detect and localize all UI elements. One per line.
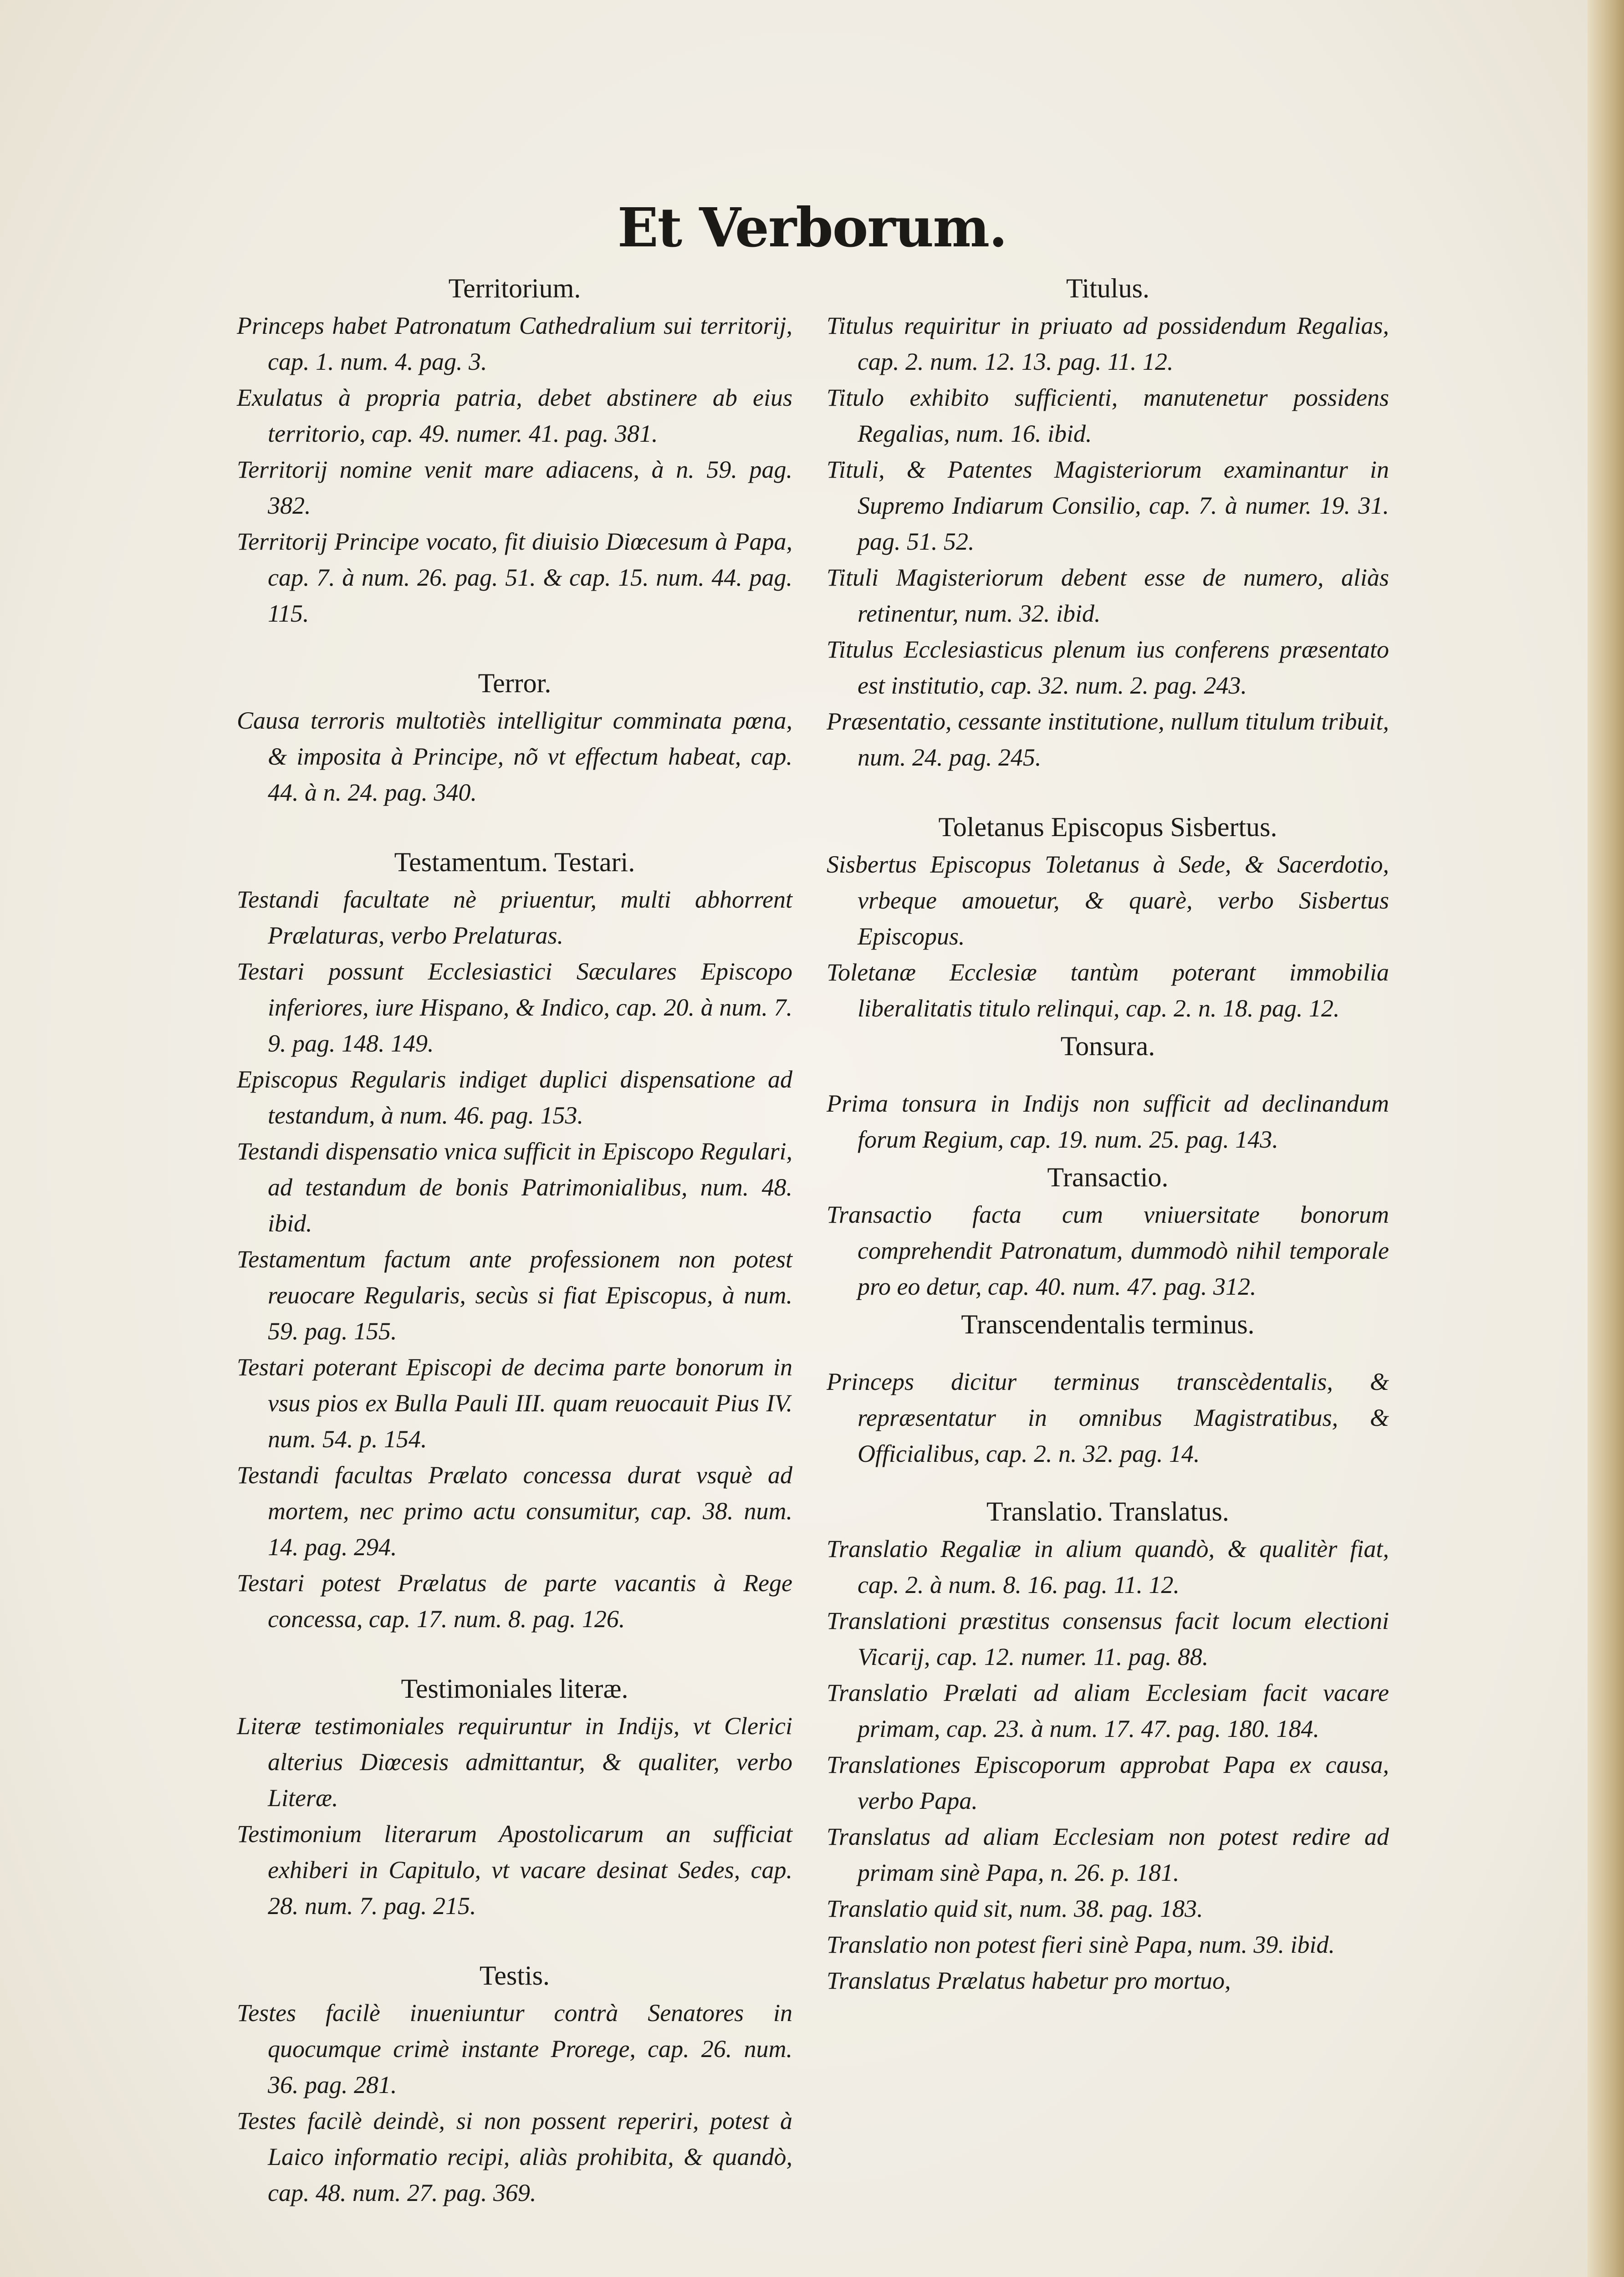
- index-entry: Episcopus Regularis indiget duplici dispensatione ad testandum, à num. 46. pag. 153.: [237, 1066, 792, 1129]
- index-entry: Tituli, & Patentes Magisteriorum examinantur in Supremo Indiarum Consilio, cap. 7. à numer. 19. 31. pag. 51. 52.: [827, 456, 1389, 555]
- index-entry: Translationes Episcoporum approbat Papa ex causa, verbo Papa.: [827, 1751, 1389, 1814]
- section-heading: Titulus.: [1066, 273, 1149, 303]
- index-section-terror: [237, 664, 792, 811]
- index-section-titulus: [827, 269, 1389, 776]
- index-section-testis: [237, 1956, 792, 2211]
- index-entry: Prima tonsura in Indijs non sufficit ad declinandum forum Regium, cap. 19. num. 25. pag. 143.: [827, 1090, 1389, 1153]
- section-heading: Transactio.: [1047, 1162, 1169, 1192]
- index-entry: Princeps habet Patronatum Cathedralium sui territorij, cap. 1. num. 4. pag. 3.: [237, 312, 792, 375]
- index-entry: Translatio quid sit, num. 38. pag. 183.: [827, 1895, 1203, 1922]
- index-entry: Testari potest Prælatus de parte vacantis à Rege concessa, cap. 17. num. 8. pag. 126.: [237, 1569, 792, 1633]
- index-entry: Testes facilè deindè, si non possent reperiri, potest à Laico informatio recipi, aliàs prohibita, & quandò, cap. 48. num. 27. pag. 369.: [237, 2107, 792, 2206]
- index-entry: Titulus requiritur in priuato ad possidendum Regalias, cap. 2. num. 12. 13. pag. 11. 12.: [827, 312, 1389, 375]
- index-section-transcendentalis: [827, 1305, 1389, 1472]
- section-heading: Toletanus Episcopus Sisbertus.: [938, 812, 1277, 842]
- index-entry: Testes facilè inueniuntur contrà Senatores in quocumque crimè instante Prorege, cap. 26. num. 36. pag. 281.: [237, 1999, 792, 2098]
- left-column: [237, 269, 792, 2211]
- right-column: [827, 269, 1389, 1999]
- index-entry: Titulus Ecclesiasticus plenum ius conferens præsentato est institutio, cap. 32. num. 2. pag. 243.: [827, 636, 1389, 699]
- section-heading: Terror.: [478, 668, 552, 698]
- index-entry: Testandi facultate nè priuentur, multi abhorrent Prælaturas, verbo Prelaturas.: [237, 886, 792, 949]
- index-entry: Testamentum factum ante professionem non potest reuocare Regularis, secùs si fiat Episcopus, à num. 59. pag. 155.: [237, 1246, 792, 1345]
- index-entry: Testari possunt Ecclesiastici Sæculares Episcopo inferiores, iure Hispano, & Indico, cap. 20. à num. 7. 9. pag. 148. 149.: [237, 958, 792, 1057]
- index-entry: Territorij nomine venit mare adiacens, à n. 59. pag. 382.: [237, 456, 792, 519]
- index-entry: Translatio Prælati ad aliam Ecclesiam facit vacare primam, cap. 23. à num. 17. 47. pag. 180. 184.: [827, 1679, 1389, 1742]
- index-section-tonsura: [827, 1026, 1389, 1158]
- section-heading: Territorium.: [448, 273, 581, 303]
- section-heading: Tonsura.: [1060, 1031, 1155, 1061]
- index-entry: Testari poterant Episcopi de decima parte bonorum in vsus pios ex Bulla Pauli III. quam reuocauit Pius IV. num. 54. p. 154.: [237, 1353, 792, 1453]
- index-entry: Literæ testimoniales requiruntur in Indijs, vt Clerici alterius Diœcesis admittantur, & qualiter, verbo Literæ.: [237, 1712, 792, 1812]
- index-section-territorium: [237, 269, 792, 632]
- index-entry: Translatus ad aliam Ecclesiam non potest redire ad primam sinè Papa, n. 26. p. 181.: [827, 1823, 1389, 1886]
- index-entry: Toletanæ Ecclesiæ tantùm poterant immobilia liberalitatis titulo relinqui, cap. 2. n. 18. pag. 12.: [827, 959, 1389, 1022]
- index-entry: Princeps dicitur terminus transcèdentalis, & repræsentatur in omnibus Magistratibus, & Officialibus, cap. 2. n. 32. pag. 14.: [827, 1368, 1389, 1467]
- page-edge-right: [1588, 0, 1624, 2277]
- section-heading: Testimoniales literæ.: [401, 1674, 628, 1704]
- index-section-testimoniales: [237, 1669, 792, 1924]
- section-heading: Testamentum. Testari.: [394, 847, 635, 877]
- index-entry: Translatio non potest fieri sinè Papa, num. 39. ibid.: [827, 1931, 1335, 1958]
- section-heading: Transcendentalis terminus.: [961, 1309, 1255, 1339]
- page-title: Et Verborum.: [617, 196, 1007, 259]
- index-entry: Territorij Principe vocato, fit diuisio Diœcesum à Papa, cap. 7. à num. 26. pag. 51. & cap. 15. num. 44. pag. 115.: [237, 528, 792, 627]
- index-entry: Titulo exhibito sufficienti, manutenetur possidens Regalias, num. 16. ibid.: [827, 384, 1389, 447]
- index-entry: Tituli Magisteriorum debent esse de numero, aliàs retinentur, num. 32. ibid.: [827, 564, 1389, 627]
- index-section-transactio: [827, 1158, 1389, 1305]
- index-entry: Transactio facta cum vniuersitate bonorum comprehendit Patronatum, dummodò nihil temporale pro eo detur, cap. 40. num. 47. pag. 312.: [827, 1201, 1389, 1300]
- index-entry: Præsentatio, cessante institutione, nullum titulum tribuit, num. 24. pag. 245.: [827, 708, 1389, 771]
- index-entry: Sisbertus Episcopus Toletanus à Sede, & Sacerdotio, vrbeque amouetur, & quarè, verbo Sisbertus Episcopus.: [827, 851, 1389, 950]
- section-heading: Testis.: [479, 1960, 550, 1991]
- section-heading: Translatio. Translatus.: [986, 1496, 1229, 1527]
- index-entry: Translatio Regaliæ in alium quandò, & qualitèr fiat, cap. 2. à num. 8. 16. pag. 11. 12.: [827, 1535, 1389, 1598]
- index-entry: Testandi dispensatio vnica sufficit in Episcopo Regulari, ad testandum de bonis Patrimonialibus, num. 48. ibid.: [237, 1138, 792, 1237]
- index-entry: Translatus Prælatus habetur pro mortuo,: [827, 1967, 1231, 1994]
- index-entry: Exulatus à propria patria, debet abstinere ab eius territorio, cap. 49. numer. 41. pag. 381.: [237, 384, 792, 447]
- index-entry: Causa terroris multotiès intelligitur comminata pœna, & imposita à Principe, nõ vt effectum habeat, cap. 44. à n. 24. pag. 340.: [237, 707, 792, 806]
- index-section-toletanus: [827, 807, 1389, 1026]
- index-entry: Translationi præstitus consensus facit locum electioni Vicarij, cap. 12. numer. 11. pag. 88.: [827, 1607, 1389, 1670]
- index-section-translatio: [827, 1492, 1389, 1999]
- index-entry: Testimonium literarum Apostolicarum an sufficiat exhiberi in Capitulo, vt vacare desinat Sedes, cap. 28. num. 7. pag. 215.: [237, 1820, 792, 1920]
- index-section-testamentum: [237, 842, 792, 1637]
- index-entry: Testandi facultas Prælato concessa durat vsquè ad mortem, nec primo actu consumitur, cap. 38. num. 14. pag. 294.: [237, 1461, 792, 1561]
